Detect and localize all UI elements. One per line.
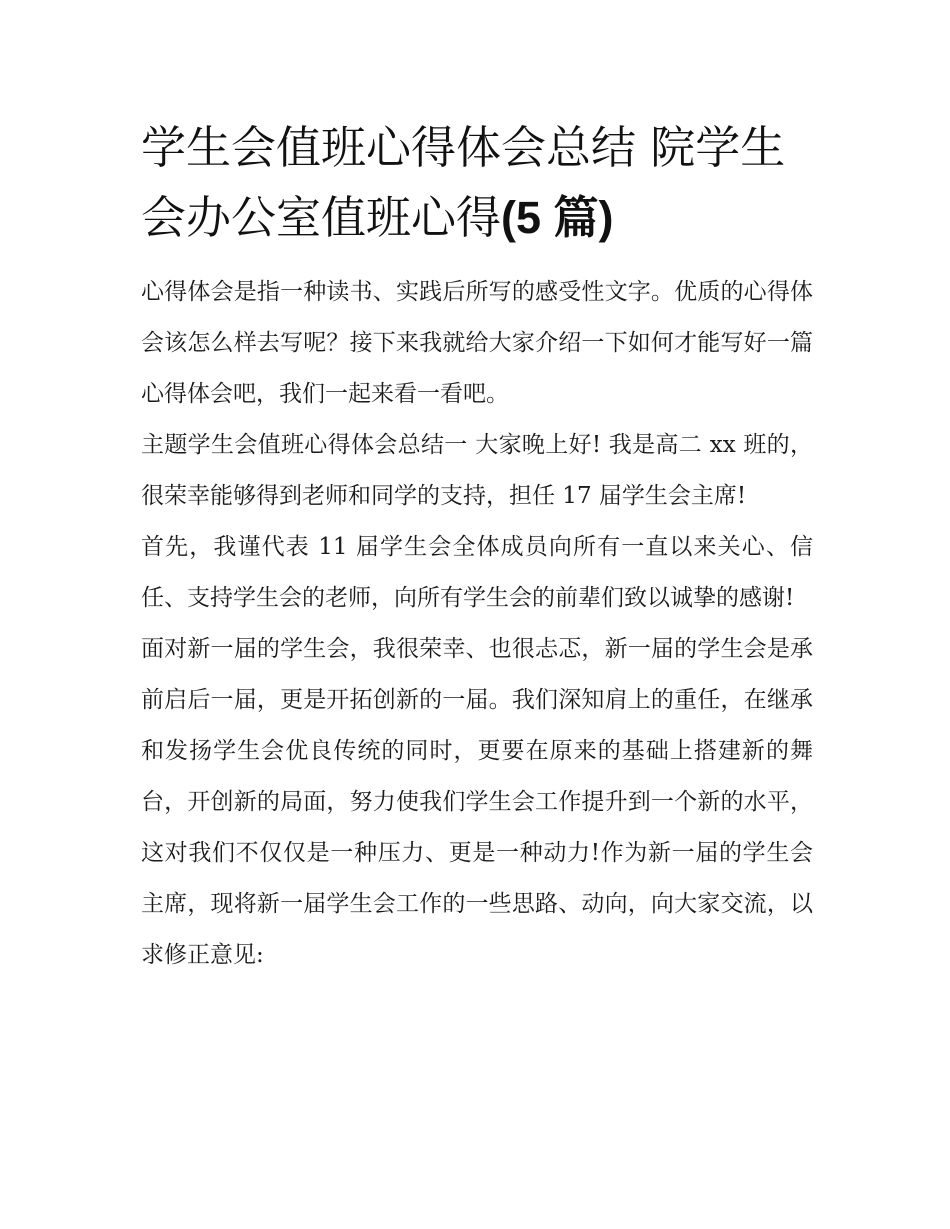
document-body bbox=[141, 113, 813, 981]
document-paragraphs bbox=[141, 267, 813, 981]
thanks-paragraph: 首先，我谨代表 11 届学生会全体成员向所有一直以来关心、信任、支持学生会的老师，向所有学生会的前辈们致以诚挚的感谢! bbox=[141, 534, 813, 611]
document-title-count: (5 篇) bbox=[501, 192, 614, 243]
document-title bbox=[141, 113, 813, 253]
intro-paragraph: 心得体会是指一种读书、实践后所写的感受性文字。优质的心得体会该怎么样去写呢？接下来我就给大家介绍一下如何才能写好一篇心得体会吧，我们一起来看一看吧。 bbox=[141, 279, 813, 407]
document-title-text: 学生会值班心得体会总结 院学生会办公室值班心得 bbox=[141, 121, 786, 244]
plans-paragraph: 面对新一届的学生会，我很荣幸、也很忐忑，新一届的学生会是承前启后一届，更是开拓创新的一届。我们深知肩上的重任，在继承和发扬学生会优良传统的同时，更要在原来的基础上搭建新的舞台，开创新的局面，努力使我们学生会工作提升到一个新的水平，这对我们不仅仅是一种压力、更是一种动力!作为新一届的学生会主席，现将新一届学生会工作的一些思路、动向，向大家交流，以求修正意见: bbox=[141, 636, 813, 968]
speech-opening-paragraph: 主题学生会值班心得体会总结一 大家晚上好! 我是高二 xx 班的，很荣幸能够得到老师和同学的支持，担任 17 届学生会主席! bbox=[141, 432, 813, 509]
